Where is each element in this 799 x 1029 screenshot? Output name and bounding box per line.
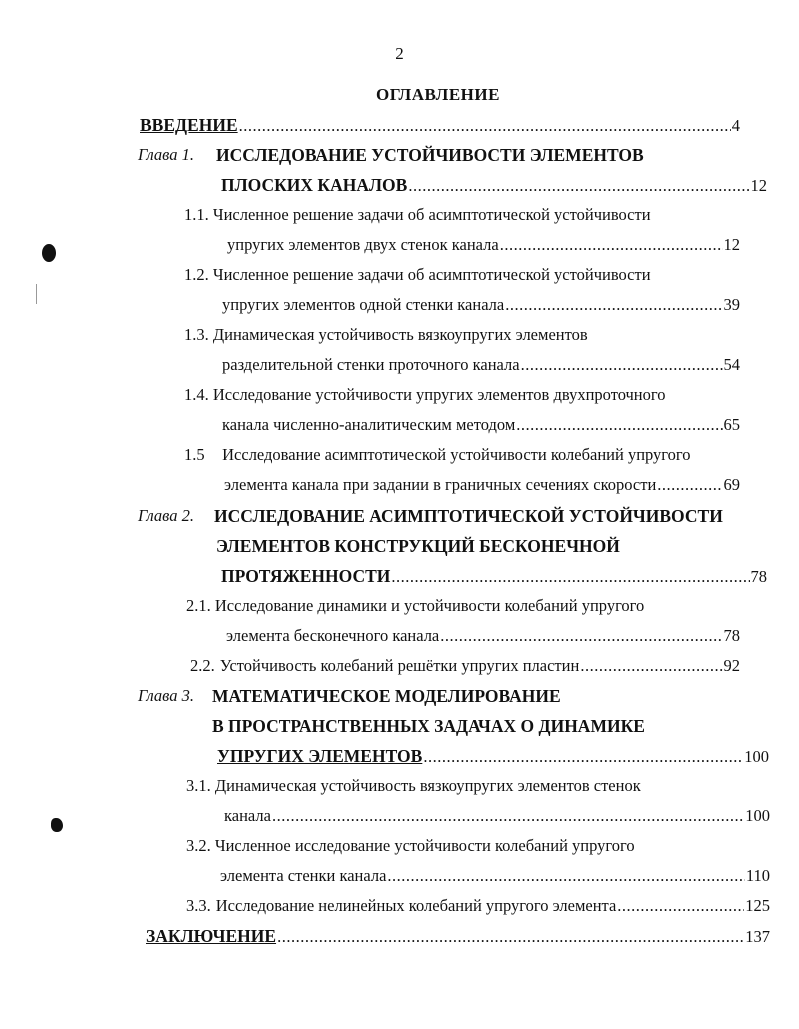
section-1-4-line1[interactable] — [184, 384, 666, 406]
section-1-2-line2[interactable] — [222, 294, 740, 316]
chapter3-label: Глава 3. — [138, 686, 194, 705]
ink-blot-mark — [42, 244, 56, 262]
section-3-2-title: Численное исследование устойчивости колебаний упругого — [214, 836, 635, 855]
section-1-4-line2[interactable] — [222, 414, 740, 436]
section-2-2-num: 2.2. — [190, 656, 215, 675]
section-2-2-page: 92 — [723, 656, 740, 675]
page-number: 2 — [395, 44, 404, 63]
ink-blot-mark — [51, 818, 63, 832]
section-1-4-num: 1.4. — [184, 385, 209, 404]
section-2-2-title: Устойчивость колебаний решётки упругих пластин — [219, 656, 580, 675]
chapter1-label: Глава 1. — [138, 145, 194, 164]
section-1-1-num: 1.1. — [184, 205, 209, 224]
chapter1-title-line2: ПЛОСКИХ КАНАЛОВ — [221, 175, 408, 195]
section-1-1-title: Численное решение задачи об асимптотической устойчивости — [212, 205, 651, 224]
section-2-1-line2[interactable] — [226, 625, 740, 647]
section-1-4-title: Исследование устойчивости упругих элементов двухпроточного — [212, 385, 666, 404]
section-1-4-title-cont: канала численно-аналитическим методом — [222, 415, 516, 434]
section-3-2-num: 3.2. — [186, 836, 211, 855]
dot-leader — [617, 895, 744, 917]
section-2-1-line1[interactable] — [186, 595, 644, 617]
toc-entry-chapter1[interactable] — [221, 174, 767, 196]
dot-leader — [277, 926, 744, 948]
section-2-1-page: 78 — [723, 626, 740, 645]
dot-leader — [408, 175, 749, 197]
chapter3-title-line1[interactable]: МАТЕМАТИЧЕСКОЕ МОДЕЛИРОВАНИЕ — [212, 686, 561, 706]
dot-leader — [657, 474, 722, 496]
section-1-5-num: 1.5 — [184, 445, 205, 464]
chapter1-title-line1[interactable]: ИССЛЕДОВАНИЕ УСТОЙЧИВОСТИ ЭЛЕМЕНТОВ — [216, 145, 644, 165]
section-1-2-line1[interactable] — [184, 264, 651, 286]
section-1-3-title: Динамическая устойчивость вязкоупругих элементов — [212, 325, 588, 344]
dot-leader — [505, 294, 722, 316]
section-3-3-page: 125 — [745, 896, 770, 915]
dot-leader — [580, 655, 722, 677]
chapter3-title-line2[interactable]: В ПРОСТРАНСТВЕННЫХ ЗАДАЧАХ О ДИНАМИКЕ — [212, 716, 645, 736]
section-3-3-title: Исследование нелинейных колебаний упругого элемента — [215, 896, 617, 915]
chapter3-page: 100 — [744, 747, 769, 766]
dot-leader — [391, 566, 749, 588]
section-1-4-page: 65 — [723, 415, 740, 434]
section-1-2-title-cont: упругих элементов одной стенки канала — [222, 295, 505, 314]
intro-page: 4 — [731, 116, 740, 135]
section-3-1-line1[interactable] — [186, 775, 641, 797]
dot-leader — [239, 115, 731, 137]
section-3-3-line1[interactable] — [186, 895, 770, 917]
section-2-1-title: Исследование динамики и устойчивости колебаний упругого — [214, 596, 645, 615]
margin-tick-mark — [36, 284, 37, 304]
section-3-1-title-cont: канала — [224, 806, 271, 825]
section-1-1-line2[interactable] — [227, 234, 740, 256]
chapter2-page: 78 — [750, 567, 767, 586]
toc-entry-conclusion[interactable] — [146, 925, 770, 947]
toc-entry-chapter3[interactable] — [217, 745, 769, 767]
section-2-1-num: 2.1. — [186, 596, 211, 615]
conclusion-page: 137 — [745, 927, 770, 946]
section-3-1-line2[interactable] — [224, 805, 770, 827]
conclusion-label: ЗАКЛЮЧЕНИЕ — [146, 926, 277, 946]
section-1-5-line1[interactable] — [184, 444, 691, 466]
dot-leader — [521, 354, 723, 376]
chapter3-title-line3: УПРУГИХ ЭЛЕМЕНТОВ — [217, 746, 423, 766]
section-1-1-title-cont: упругих элементов двух стенок канала — [227, 235, 499, 254]
chapter2-title-line2[interactable]: ЭЛЕМЕНТОВ КОНСТРУКЦИЙ БЕСКОНЕЧНОЙ — [216, 536, 620, 556]
dot-leader — [272, 805, 744, 827]
section-2-2-line1[interactable] — [190, 655, 740, 677]
section-3-2-page: 110 — [745, 866, 770, 885]
toc-title: ОГЛАВЛЕНИЕ — [376, 85, 500, 104]
section-3-2-title-cont: элемента стенки канала — [220, 866, 387, 885]
dot-leader — [423, 746, 743, 768]
dot-leader — [500, 234, 723, 256]
section-1-1-page: 12 — [723, 235, 740, 254]
section-1-3-line2[interactable] — [222, 354, 740, 376]
chapter2-title-line1[interactable]: ИССЛЕДОВАНИЕ АСИМПТОТИЧЕСКОЙ УСТОЙЧИВОСТИ — [214, 506, 723, 526]
toc-entry-chapter2[interactable] — [221, 565, 767, 587]
chapter2-label: Глава 2. — [138, 506, 194, 525]
section-1-3-num: 1.3. — [184, 325, 209, 344]
section-1-2-title: Численное решение задачи об асимптотической устойчивости — [212, 265, 651, 284]
section-3-1-page: 100 — [745, 806, 770, 825]
section-3-2-line1[interactable] — [186, 835, 635, 857]
section-3-2-line2[interactable] — [220, 865, 770, 887]
section-1-3-page: 54 — [723, 355, 740, 374]
section-1-5-page: 69 — [723, 475, 740, 494]
dot-leader — [440, 625, 722, 647]
section-3-1-title: Динамическая устойчивость вязкоупругих элементов стенок — [214, 776, 641, 795]
section-1-3-title-cont: разделительной стенки проточного канала — [222, 355, 520, 374]
section-1-3-line1[interactable] — [184, 324, 588, 346]
dot-leader — [387, 865, 744, 887]
section-1-5-title: Исследование асимптотической устойчивости колебаний упругого — [222, 445, 691, 464]
section-3-1-num: 3.1. — [186, 776, 211, 795]
intro-label: ВВЕДЕНИЕ — [140, 115, 238, 135]
section-1-2-page: 39 — [723, 295, 740, 314]
section-1-1-line1[interactable] — [184, 204, 651, 226]
section-3-3-num: 3.3. — [186, 896, 211, 915]
section-1-5-title-cont: элемента канала при задании в граничных сечениях скорости — [224, 475, 657, 494]
dot-leader — [516, 414, 722, 436]
section-2-1-title-cont: элемента бесконечного канала — [226, 626, 440, 645]
section-1-2-num: 1.2. — [184, 265, 209, 284]
section-1-5-line2[interactable] — [224, 474, 740, 496]
chapter1-page: 12 — [750, 176, 767, 195]
toc-entry-intro[interactable] — [140, 114, 740, 136]
chapter2-title-line3: ПРОТЯЖЕННОСТИ — [221, 566, 391, 586]
